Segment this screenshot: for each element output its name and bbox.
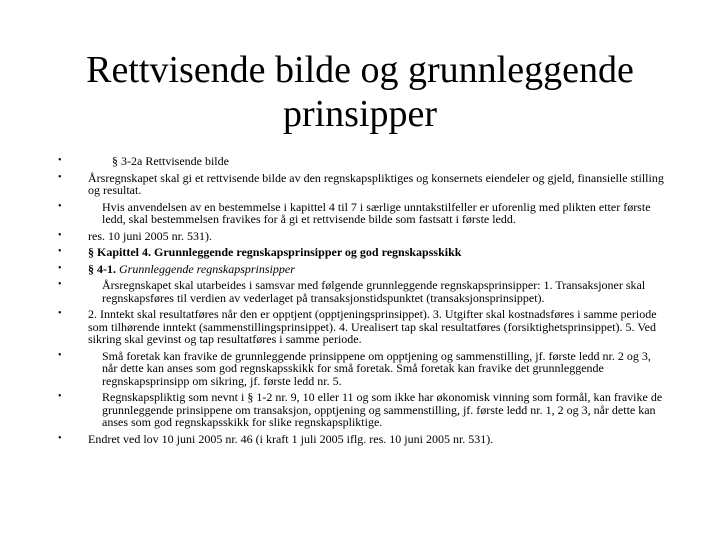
slide-title-line-2: prinsipper (282, 93, 438, 135)
bullet-icon: • (58, 262, 62, 274)
list-item-text (88, 263, 664, 276)
list-item (58, 263, 664, 276)
bullet-icon: • (58, 432, 62, 444)
bullet-icon: • (58, 308, 62, 319)
list-item (58, 246, 664, 259)
list-item (58, 279, 664, 304)
bullet-icon: • (58, 279, 62, 290)
list-item-text: res. 10 juni 2005 nr. 531). (88, 228, 212, 243)
bullet-icon: • (58, 200, 62, 212)
section-title: Grunnleggende regnskapsprinsipper (119, 261, 295, 276)
list-item (58, 308, 664, 346)
list-item (58, 391, 664, 429)
list-item-text (88, 246, 664, 259)
slide-title-line-1: Rettvisende bilde og grunnleggende (86, 49, 634, 91)
list-item (58, 433, 664, 446)
bullet-icon: • (58, 391, 62, 402)
bullet-icon: • (58, 246, 62, 257)
list-item (58, 350, 664, 388)
list-item (58, 155, 664, 168)
list-item-text: Små foretak kan fravike de grunnleggende prinsippene om opptjening og sammenstilling, jf. første ledd nr. 2 og 3, når dette kan anses som god regnskapsskikk for små foretak. Små foretak kan fravike det grunnleggende regnskapsprinsipp om sikring, jf. første ledd nr. 5. (102, 348, 651, 388)
chapter-heading: § Kapittel 4. Grunnleggende regnskapsprinsipper og god regnskapsskikk (88, 245, 462, 259)
list-item-text: Regnskapspliktig som nevnt i § 1-2 nr. 9, 10 eller 11 og som ikke har økonomisk vinning som formål, kan fravike de grunnleggende prinsippene om transaksjon, opptjening og sammenstilling, jf. første ledd nr. 1, 2 og 3, når dette kan anses som god regnskapsskikk for slike regnskapspliktige. (102, 390, 663, 429)
list-item-text: Endret ved lov 10 juni 2005 nr. 46 (i kraft 1 juli 2005 iflg. res. 10 juni 2005 nr. 531). (88, 431, 494, 446)
bullet-list (58, 155, 664, 449)
list-item-text: § 3-2a Rettvisende bilde (112, 154, 229, 168)
bullet-icon: • (58, 229, 62, 241)
list-item-text: Hvis anvendelsen av en bestemmelse i kapittel 4 til 7 i særlige unntakstilfeller er uforenlig med plikten etter første ledd, skal bestemmelsen fravikes for å gi et rettvisende bilde som fastsatt i første ledd. (102, 199, 651, 226)
list-item (58, 230, 664, 243)
bullet-icon: • (58, 155, 62, 166)
section-number: § 4-1. (88, 261, 116, 276)
list-item-text: Årsregnskapet skal gi et rettvisende bilde av den regnskapspliktiges og konsernets eiendeler og gjeld, finansielle stilling og resultat. (88, 170, 664, 197)
list-item (58, 172, 664, 197)
list-item-text: Årsregnskapet skal utarbeides i samsvar med følgende grunnleggende regnskapsprinsipper: 1. Transaksjoner skal regnskapsføres til verdien av vederlaget på transaksjonstidspunktet (transaksjonsprinsippet). (102, 278, 646, 305)
list-item (58, 201, 664, 226)
bullet-icon: • (58, 349, 62, 361)
bullet-icon: • (58, 171, 62, 183)
slide-title (40, 48, 680, 136)
list-item-text: 2. Inntekt skal resultatføres når den er opptjent (opptjeningsprinsippet). 3. Utgifter skal kostnadsføres i samme periode som tilhørende inntekt (sammenstillingsprinsippet). 4. Urealisert tap skal resultatføres (forsiktighetsprinsippet). 5. Ved sikring skal gevinst og tap resultatføres i samme periode. (88, 307, 657, 346)
